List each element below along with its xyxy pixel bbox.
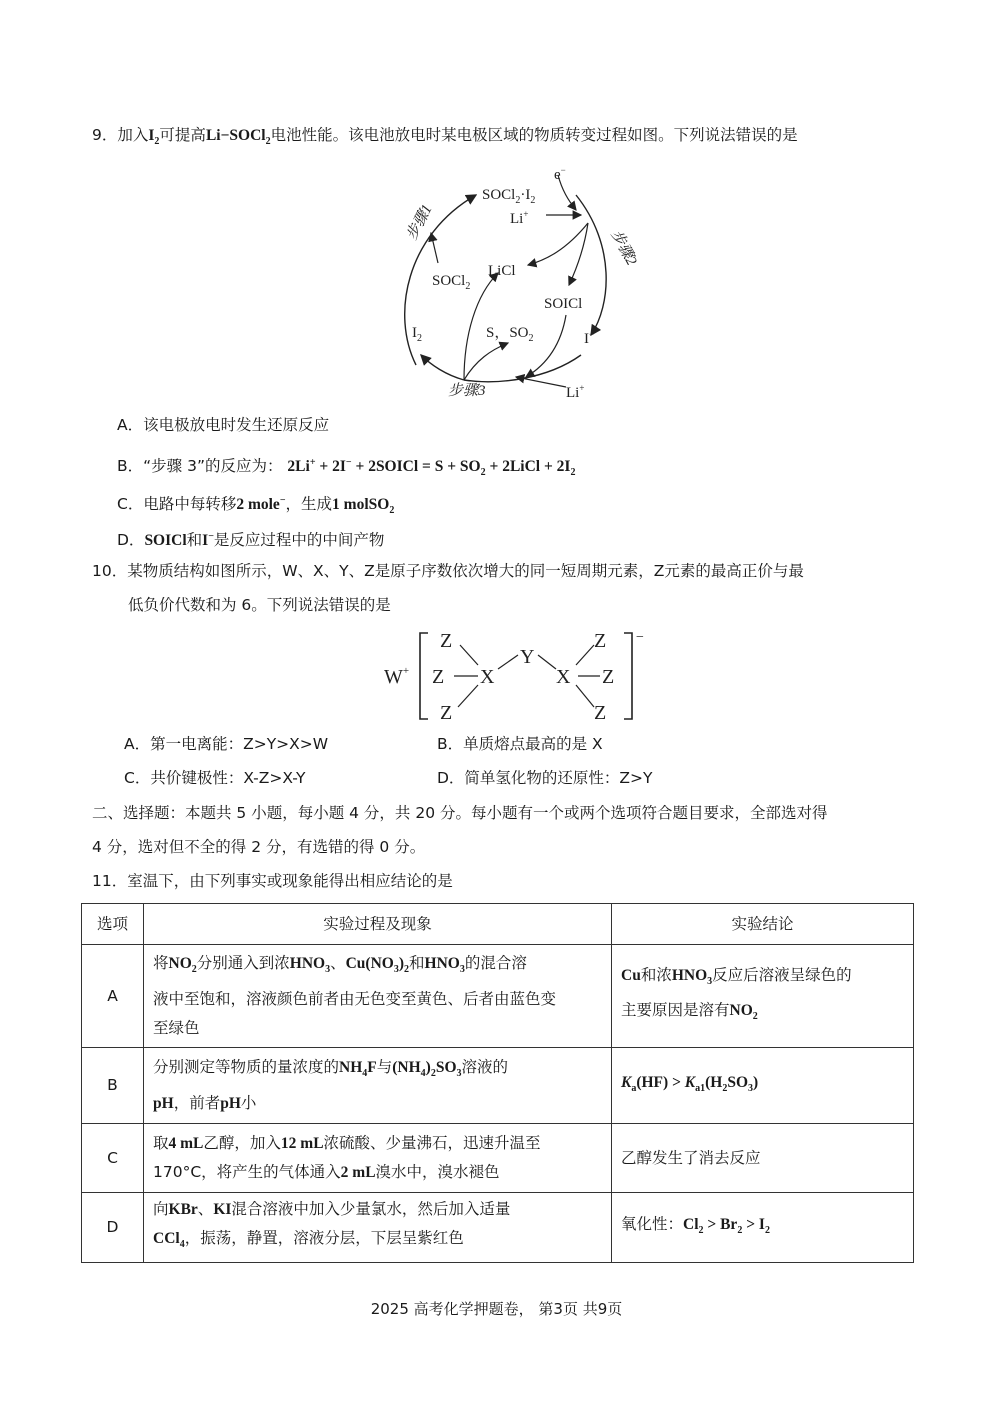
page-footer: 2025 高考化学押题卷， 第3页 共9页 xyxy=(370,1300,623,1318)
label-s-so2: S，$SO_2$ xyxy=(486,325,534,344)
step2-arc xyxy=(576,195,606,335)
svg-text:Z: Z xyxy=(432,666,445,688)
svg-text:−: − xyxy=(636,630,644,645)
svg-text:X: X xyxy=(556,666,571,688)
q11-stem: 11．室温下，由下列事实或现象能得出相应结论的是 xyxy=(92,872,453,890)
svg-text:Z: Z xyxy=(440,630,453,652)
label-licl: LiCl xyxy=(488,263,516,279)
header-process: 实验过程及现象 xyxy=(144,904,612,945)
q10-option-b: B．单质熔点最高的是 X xyxy=(437,735,603,753)
label-socl2-i2: $SOCl_2\cdot I_2$ xyxy=(482,187,536,206)
label-step2: 步骤2 xyxy=(607,227,640,269)
table-row xyxy=(82,945,914,1048)
row-a-conclusion: Cu和浓$HNO_3$反应后溶液呈绿色的 主要原因是溶有$NO_2$ xyxy=(612,945,914,1048)
q9-stem: 9．加入$I_2$可提高Li−SOCl$_2$电池性能。该电池放电时某电极区域的物质转变过程如图。下列说法错误的是 xyxy=(92,126,798,148)
q10-stem-line1: 10．某物质结构如图所示，W、X、Y、Z是原子序数依次增大的同一短周期元素，Z元素的最高正价与最 xyxy=(92,562,804,580)
q9-option-a: A．该电极放电时发生还原反应 xyxy=(117,416,330,434)
table-row xyxy=(82,1193,914,1263)
q9-option-b: B．“步骤 3”的反应为： 2Li+ + 2I− + 2SOICl = $S + SO_2$ + 2LiCl + $2I_2$ xyxy=(117,457,576,479)
svg-text:Z: Z xyxy=(594,702,607,724)
svg-text:W+: W+ xyxy=(384,665,410,688)
q9-option-d: D．SOICl和I−是反应过程中的中间产物 xyxy=(117,531,385,550)
section2-instructions-line2: 4 分，选对但不全的得 2 分，有选错的得 0 分。 xyxy=(92,838,426,856)
label-i2: $I_2$ xyxy=(412,325,422,344)
row-d-process: 向KBr、KI混合溶液中加入少量氯水，然后加入适量 CCl$_4$，振荡，静置，溶液分层，下层呈紫红色 xyxy=(144,1193,612,1263)
table-row xyxy=(82,1048,914,1124)
row-b-conclusion: $K_a(HF) > K_{a1}(H_2SO_3)$ xyxy=(612,1048,914,1124)
row-a-option: A xyxy=(82,945,144,1048)
header-option: 选项 xyxy=(82,904,144,945)
label-li-plus-bottom: Li+ xyxy=(566,383,585,401)
label-socl2: SOCl$_2$ xyxy=(432,273,471,292)
svg-text:Z: Z xyxy=(440,702,453,724)
label-e: e− xyxy=(554,165,566,183)
q10-stem-line2: 低负价代数和为 6。下列说法错误的是 xyxy=(128,596,391,614)
svg-text:Z: Z xyxy=(602,666,615,688)
table-row xyxy=(82,1124,914,1193)
label-step1: 步骤1 xyxy=(403,202,436,243)
row-b-process: 分别测定等物质的量浓度的$NH_4F$与$(NH_4)_2SO_3$溶液的 pH，前者pH小 xyxy=(144,1048,612,1124)
row-b-option: B xyxy=(82,1048,144,1124)
row-c-conclusion: 乙醇发生了消去反应 xyxy=(612,1124,914,1193)
q10-option-c: C．共价键极性：X-Z>X-Y xyxy=(124,769,306,787)
row-d-conclusion: 氧化性：$Cl_2 > Br_2 > I_2$ xyxy=(612,1193,914,1263)
row-d-option: D xyxy=(82,1193,144,1263)
label-i-minus: I− xyxy=(584,329,595,347)
row-c-option: C xyxy=(82,1124,144,1193)
q10-option-a: A．第一电离能：Z>Y>X>W xyxy=(124,735,329,753)
label-li-plus-top: Li+ xyxy=(510,209,529,227)
section2-instructions-line1: 二、选择题：本题共 5 小题，每小题 4 分，共 20 分。每小题有一个或两个选项符合题目要求，全部选对得 xyxy=(92,804,828,822)
q9-cycle-diagram xyxy=(376,165,640,415)
label-step3: 步骤3 xyxy=(448,383,486,399)
q10-structure-diagram xyxy=(380,625,650,725)
header-conclusion: 实验结论 xyxy=(612,904,914,945)
q11-table xyxy=(81,903,914,1263)
row-a-process: 将$NO_2$分别通入到浓$HNO_3$、$Cu(NO_3)_2$和$HNO_3$的混合溶 液中至饱和，溶液颜色前者由无色变至黄色、后者由蓝色变 至绿色 xyxy=(144,945,612,1048)
svg-text:Y: Y xyxy=(520,646,535,668)
q9-option-c: C．电路中每转移2 mole−，生成1 molSO$_2$ xyxy=(117,495,395,517)
table-header-row xyxy=(82,904,914,945)
q10-option-d: D．简单氢化物的还原性：Z>Y xyxy=(437,769,653,787)
row-c-process: 取4 mL乙醇，加入12 mL浓硫酸、少量沸石，迅速升温至 170°C，将产生的气体通入2 mL溴水中，溴水褪色 xyxy=(144,1124,612,1193)
label-soicl: SOICl xyxy=(544,296,583,312)
svg-text:X: X xyxy=(480,666,495,688)
svg-text:Z: Z xyxy=(594,630,607,652)
